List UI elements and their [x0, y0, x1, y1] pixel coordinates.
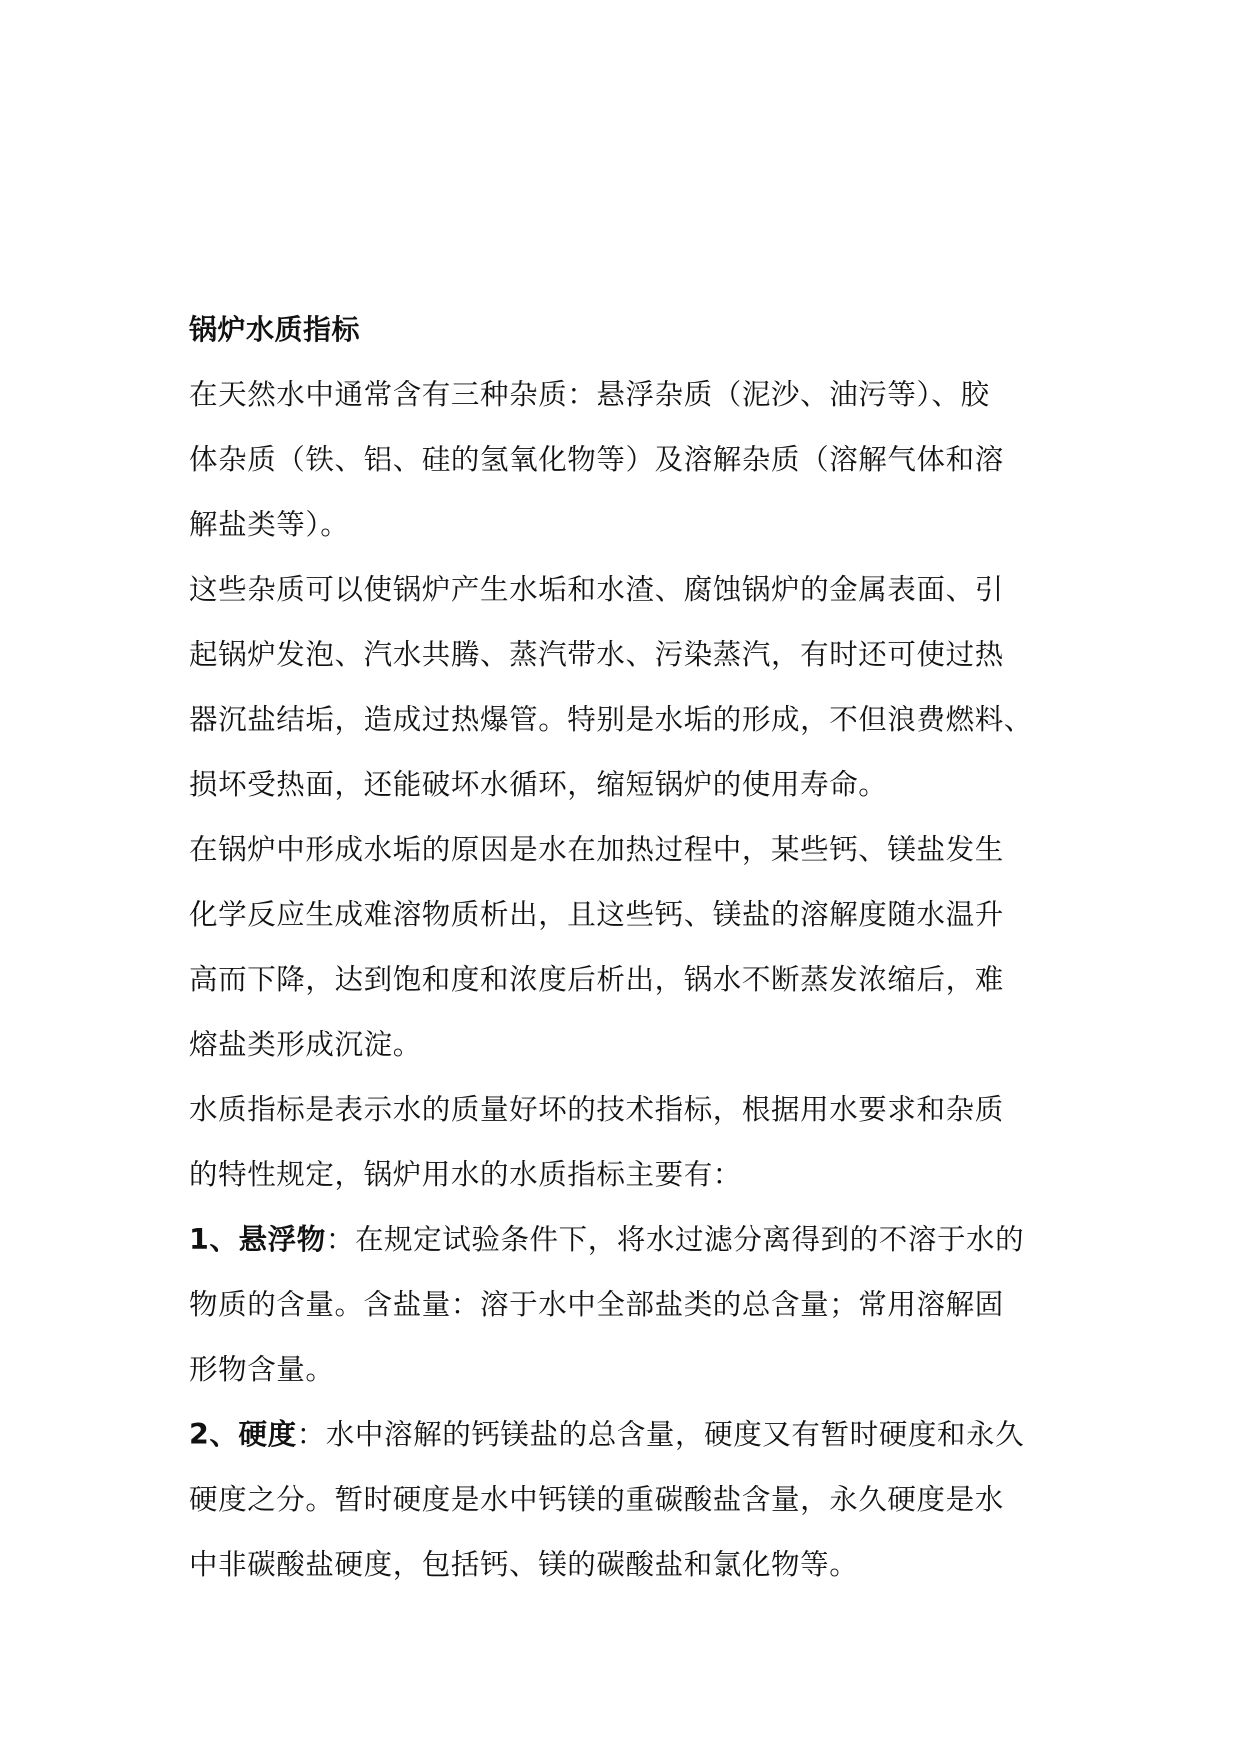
item-heading: 2、硬度 — [189, 1418, 297, 1451]
text-line: 高而下降，达到饱和度和浓度后析出，锅水不断蒸发浓缩后，难 — [189, 963, 1004, 996]
text-line: 这些杂质可以使锅炉产生水垢和水渣、腐蚀锅炉的金属表面、引 — [189, 573, 1004, 606]
item-text: ：水中溶解的钙镁盐的总含量，硬度又有暂时硬度和永久 — [296, 1418, 1025, 1451]
text-line — [189, 1402, 1069, 1467]
document-body — [189, 298, 1069, 1597]
text-line: 解盐类等）。 — [189, 508, 350, 541]
text-line: 在锅炉中形成水垢的原因是水在加热过程中，某些钙、镁盐发生 — [189, 833, 1004, 866]
text-line: 物质的含量。含盐量：溶于水中全部盐类的总含量；常用溶解固 — [189, 1288, 1004, 1321]
paragraph-harm — [189, 557, 1069, 817]
text-line: 中非碳酸盐硬度，包括钙、镁的碳酸盐和氯化物等。 — [189, 1548, 859, 1581]
item-text: ：在规定试验条件下，将水过滤分离得到的不溶于水的 — [325, 1223, 1025, 1256]
text-line — [189, 1207, 1069, 1272]
paragraph-scale-cause — [189, 817, 1069, 1077]
text-line: 硬度之分。暂时硬度是水中钙镁的重碳酸盐含量，永久硬度是水 — [189, 1483, 1004, 1516]
text-line: 器沉盐结垢，造成过热爆管。特别是水垢的形成，不但浪费燃料、 — [189, 703, 1033, 736]
item-hardness — [189, 1402, 1069, 1597]
text-line: 损坏受热面，还能破坏水循环，缩短锅炉的使用寿命。 — [189, 768, 888, 801]
paragraph-impurities — [189, 362, 1069, 557]
text-line: 起锅炉发泡、汽水共腾、蒸汽带水、污染蒸汽，有时还可使过热 — [189, 638, 1004, 671]
paragraph-indicators-intro — [189, 1077, 1069, 1207]
text-line: 的特性规定，锅炉用水的水质指标主要有： — [189, 1158, 742, 1191]
text-line: 在天然水中通常含有三种杂质：悬浮杂质（泥沙、油污等）、胶 — [189, 378, 990, 411]
text-line: 体杂质（铁、铝、硅的氢氧化物等）及溶解杂质（溶解气体和溶 — [189, 443, 1004, 476]
text-line: 化学反应生成难溶物质析出，且这些钙、镁盐的溶解度随水温升 — [189, 898, 1004, 931]
item-suspended-solids — [189, 1207, 1069, 1402]
text-line: 形物含量。 — [189, 1353, 335, 1386]
item-heading: 1、悬浮物 — [189, 1223, 326, 1256]
document-title: 锅炉水质指标 — [189, 313, 361, 346]
text-line: 水质指标是表示水的质量好坏的技术指标，根据用水要求和杂质 — [189, 1093, 1004, 1126]
text-line: 熔盐类形成沉淀。 — [189, 1028, 422, 1061]
